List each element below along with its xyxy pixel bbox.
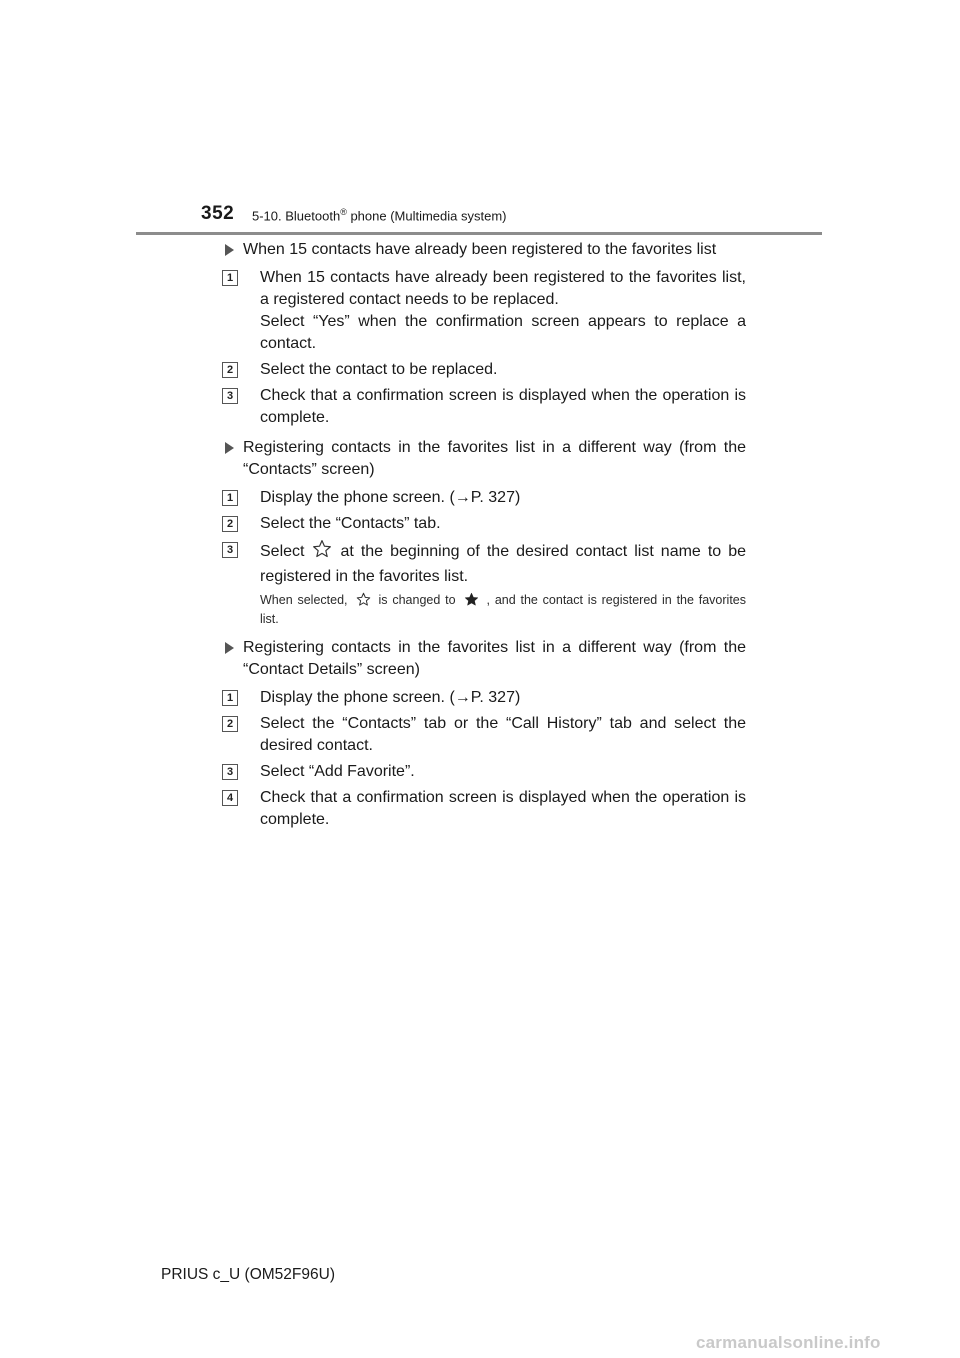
step-text xyxy=(260,539,746,588)
step-text: When 15 contacts have already been registered to the favorites list, a registered contact needs to be replaced. xyxy=(260,269,746,308)
arrow-bullet-icon xyxy=(225,642,234,654)
step xyxy=(222,761,746,783)
step-text: Display the phone screen. (→P. 327) xyxy=(260,689,521,706)
step-text: Check that a confirmation screen is displayed when the operation is complete. xyxy=(260,789,746,828)
step-number-badge: 3 xyxy=(222,388,238,404)
step xyxy=(222,539,746,588)
step xyxy=(222,385,746,429)
step xyxy=(222,513,746,535)
step-text: Select the “Contacts” tab or the “Call History” tab and select the desired contact. xyxy=(260,715,746,754)
section-heading xyxy=(222,637,746,681)
arrow-bullet-icon xyxy=(225,442,234,454)
arrow-bullet-icon xyxy=(225,244,234,256)
note-text: is changed to xyxy=(378,593,456,607)
step-text: Select “Yes” when the confirmation screen appears to replace a contact. xyxy=(260,313,746,352)
star-outline-icon xyxy=(312,539,332,566)
star-outline-icon xyxy=(356,592,371,611)
section-heading xyxy=(222,239,746,261)
step-number-badge: 4 xyxy=(222,790,238,806)
watermark: carmanualsonline.info xyxy=(696,1333,881,1352)
step-text-after-icon: at the beginning of the desired contact list name to be registered in the favorites list. xyxy=(260,543,746,585)
step-text: Check that a confirmation screen is displayed when the operation is complete. xyxy=(260,387,746,426)
section-heading-text: Registering contacts in the favorites list in a different way (from the “Contact Details” screen) xyxy=(243,639,746,678)
step-number-badge: 1 xyxy=(222,270,238,286)
registered-mark: ® xyxy=(340,207,347,217)
section-title xyxy=(252,207,507,223)
step xyxy=(222,713,746,757)
note-text: When selected, xyxy=(260,593,348,607)
step-number-badge: 2 xyxy=(222,716,238,732)
section-heading-text: When 15 contacts have already been registered to the favorites list xyxy=(243,241,717,258)
step-number-badge: 2 xyxy=(222,362,238,378)
step-text: Select “Add Favorite”. xyxy=(260,763,415,780)
step-number-badge: 3 xyxy=(222,542,238,558)
step xyxy=(222,787,746,831)
star-filled-icon xyxy=(464,592,479,611)
step-text: Select the contact to be replaced. xyxy=(260,361,498,378)
step-text: Select the “Contacts” tab. xyxy=(260,515,441,532)
section-heading xyxy=(222,437,746,481)
note-text: , and the contact is registered in the favorites list. xyxy=(260,593,747,626)
step-number-badge: 3 xyxy=(222,764,238,780)
note xyxy=(222,592,746,627)
header-rule xyxy=(136,232,822,235)
step xyxy=(222,359,746,381)
step-number-badge: 2 xyxy=(222,516,238,532)
step-text: Display the phone screen. (→P. 327) xyxy=(260,489,521,506)
section-heading-text: Registering contacts in the favorites list in a different way (from the “Contacts” screen) xyxy=(243,439,746,478)
section-title-prefix: 5-10. Bluetooth xyxy=(252,208,341,224)
step-number-badge: 1 xyxy=(222,490,238,506)
step xyxy=(222,487,746,509)
step xyxy=(222,267,746,355)
page-content xyxy=(222,239,746,835)
page-number: 352 xyxy=(201,203,235,224)
step-text-before-icon: Select xyxy=(260,543,305,560)
step-number-badge: 1 xyxy=(222,690,238,706)
step xyxy=(222,687,746,709)
section-title-suffix: phone (Multimedia system) xyxy=(346,208,507,224)
footer-model-code: PRIUS c_U (OM52F96U) xyxy=(161,1266,335,1283)
